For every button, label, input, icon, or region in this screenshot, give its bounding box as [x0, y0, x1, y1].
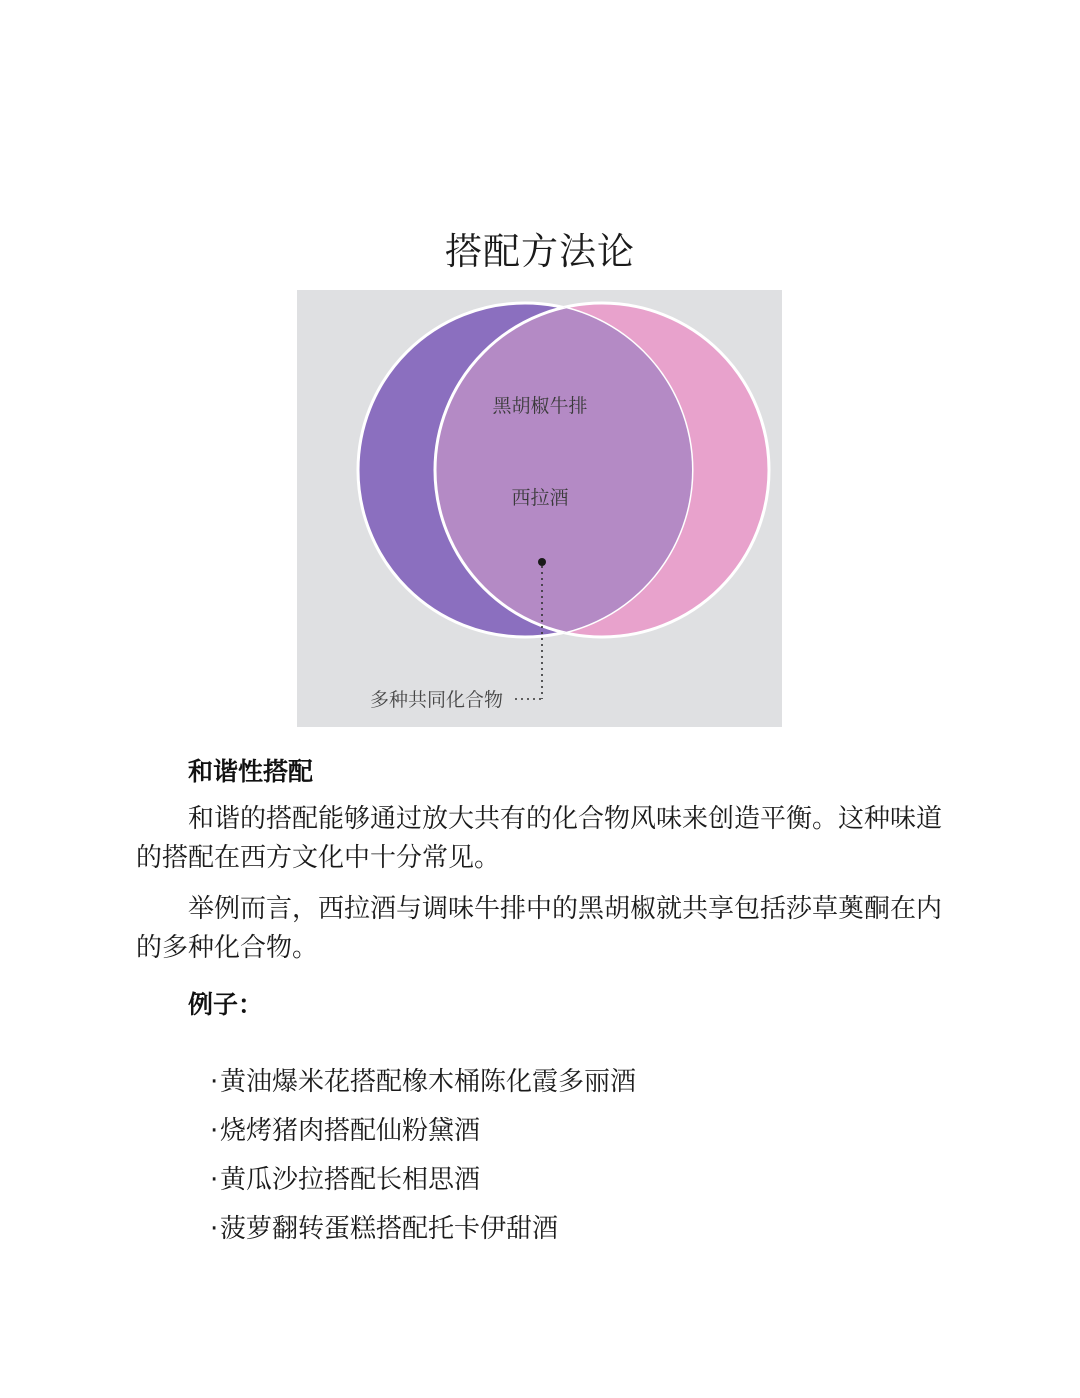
list-item	[210, 1160, 636, 1209]
paragraph-harmony-example: 举例而言，西拉酒与调味牛排中的黑胡椒就共享包括莎草薁酮在内的多种化合物。	[136, 894, 943, 963]
list-item	[210, 1209, 636, 1258]
section-heading: 和谐性搭配	[188, 757, 314, 786]
page-title: 搭配方法论	[445, 229, 635, 273]
paragraph-harmony-definition: 和谐的搭配能够通过放大共有的化合物风味来创造平衡。这种味道的搭配在西方文化中十分常见。	[136, 804, 943, 873]
list-item	[210, 1062, 636, 1111]
overlap-label-food: 黑胡椒牛排	[492, 395, 588, 417]
list-item	[210, 1111, 636, 1160]
example-text: 菠萝翻转蛋糕搭配托卡伊甜酒	[220, 1214, 559, 1244]
bullet: ·	[210, 1116, 219, 1146]
venn-diagram-svg	[297, 290, 782, 727]
examples-heading: 例子：	[188, 990, 264, 1019]
bullet: ·	[210, 1165, 219, 1195]
bullet: ·	[210, 1067, 219, 1097]
example-list	[210, 1062, 636, 1258]
bullet: ·	[210, 1214, 219, 1244]
example-text: 黄油爆米花搭配橡木桶陈化霞多丽酒	[220, 1067, 637, 1097]
overlap-label-wine: 西拉酒	[511, 487, 569, 509]
venn-diagram	[297, 290, 782, 727]
callout-label: 多种共同化合物	[369, 689, 503, 711]
callout-dot	[538, 558, 546, 566]
example-text: 黄瓜沙拉搭配长相思酒	[220, 1165, 481, 1195]
example-text: 烧烤猪肉搭配仙粉黛酒	[220, 1116, 481, 1146]
